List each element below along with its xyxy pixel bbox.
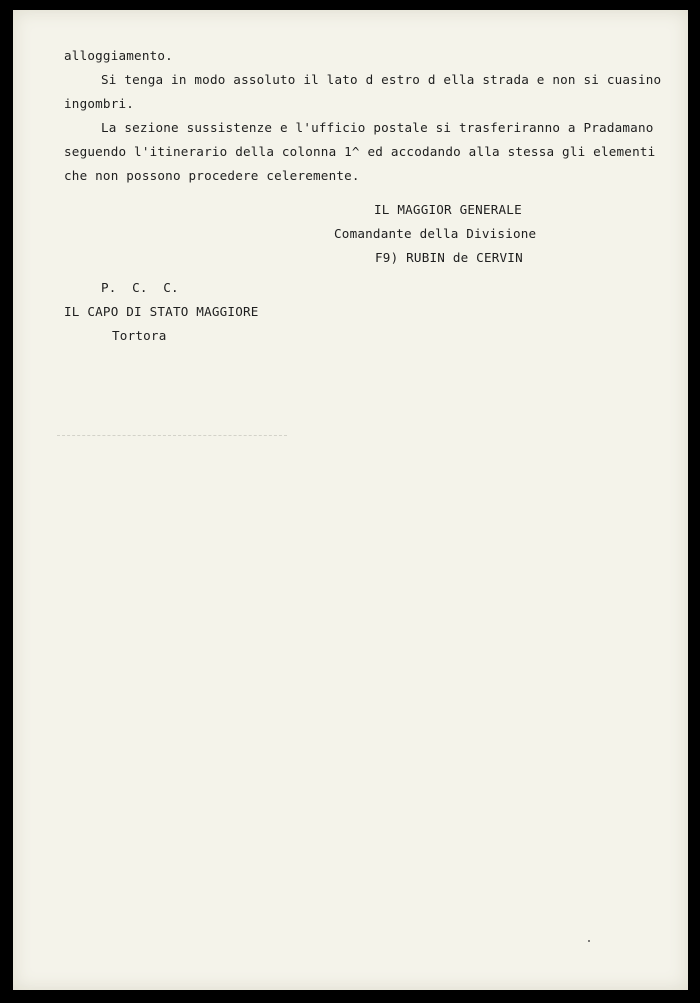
document-page <box>13 10 688 990</box>
paper-speck <box>588 940 590 942</box>
faint-rule <box>57 435 287 436</box>
body-line-6: che non possono procedere celeremente. <box>64 168 360 183</box>
body-line-2: Si tenga in modo assoluto il lato d estro d ella strada e non si cuasino <box>101 72 662 87</box>
chief-of-staff-name: Tortora <box>112 328 167 343</box>
chief-of-staff-title: IL CAPO DI STATO MAGGIORE <box>64 304 259 319</box>
body-line-4: La sezione sussistenze e l'ufficio postale si trasferiranno a Pradamano <box>101 120 654 135</box>
signature-name: F9) RUBIN de CERVIN <box>375 250 523 265</box>
signature-title: IL MAGGIOR GENERALE <box>374 202 522 217</box>
body-line-5: seguendo l'itinerario della colonna 1^ ed accodando alla stessa gli elementi <box>64 144 656 159</box>
signature-role: Comandante della Divisione <box>334 226 537 241</box>
pcc-mark: P. C. C. <box>101 280 179 295</box>
body-line-1: alloggiamento. <box>64 48 173 63</box>
body-line-3: ingombri. <box>64 96 135 111</box>
